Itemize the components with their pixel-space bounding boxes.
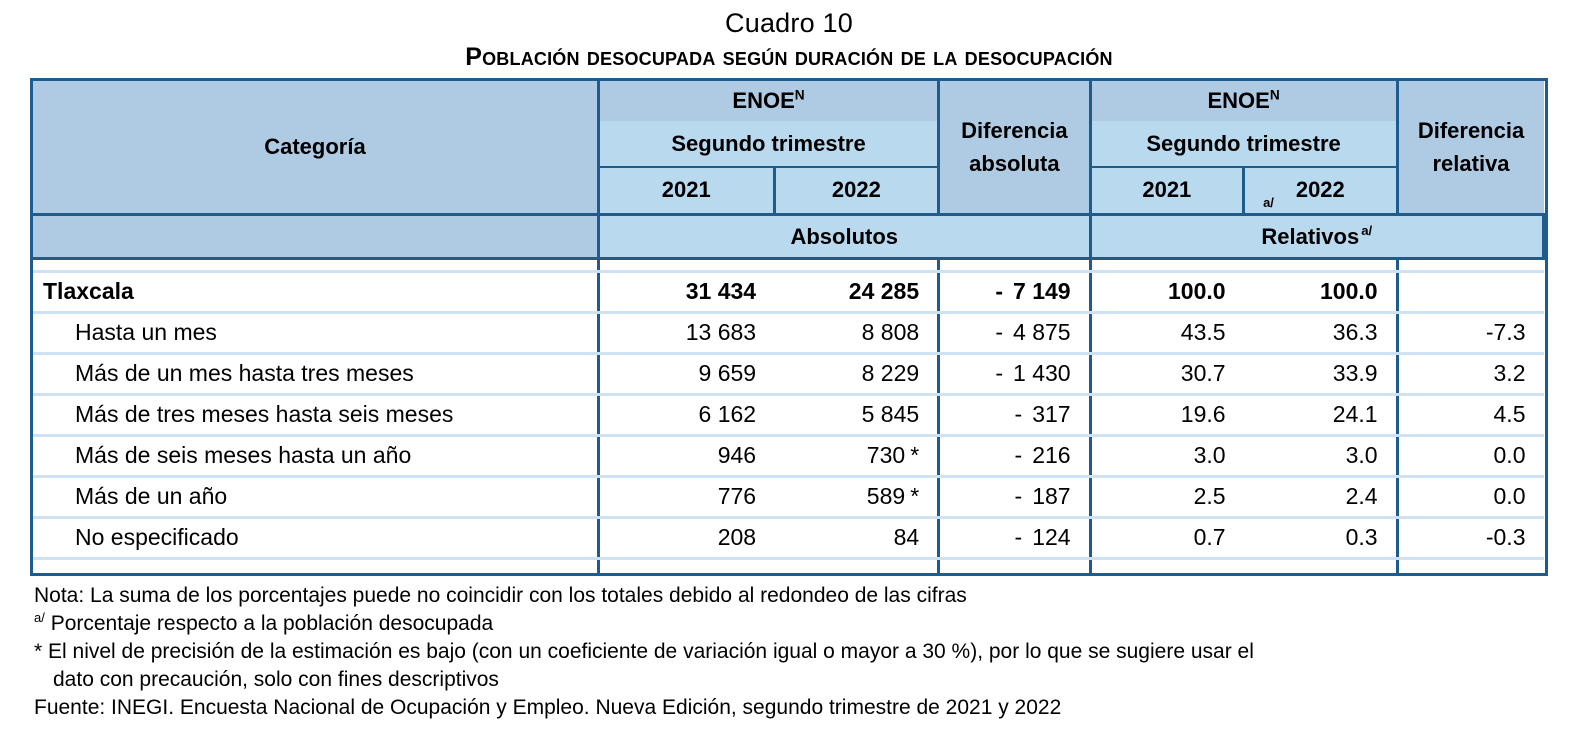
cell-rel-2022: 2.4 xyxy=(1244,476,1397,517)
spacer-cell xyxy=(1397,258,1543,271)
note-a-marker: a/ xyxy=(34,610,45,625)
table-notes xyxy=(34,582,1548,722)
spacer-cell xyxy=(939,558,1090,573)
cell-diferencia-absoluta xyxy=(939,353,1090,394)
header-unit-relativos xyxy=(1090,214,1543,258)
note-a xyxy=(34,610,1548,638)
header-diferencia-relativa-line1: Diferencia xyxy=(1417,117,1525,143)
table-spacer-row-bottom xyxy=(33,558,1544,573)
note-star-text-line1: El nivel de precisión de la estimación es bajo (con un coeficiente de variación igual o mayor a 30 %), por lo que se sugiere usar el xyxy=(48,640,1254,663)
negative-sign: - xyxy=(995,360,1004,386)
negative-sign: - xyxy=(1014,524,1023,550)
table-header xyxy=(33,81,1544,258)
row-category: Tlaxcala xyxy=(33,271,598,312)
cell-abs-2021: 6 162 xyxy=(598,394,774,435)
low-precision-marker: * xyxy=(910,442,920,468)
table-row xyxy=(33,353,1544,394)
cell-abs-2022-value: 589 xyxy=(866,483,906,509)
cell-abs-2021: 13 683 xyxy=(598,312,774,353)
spacer-cell xyxy=(1244,258,1397,271)
cell-abs-2022 xyxy=(774,476,939,517)
cell-rel-2021: 19.6 xyxy=(1090,394,1243,435)
data-table-container xyxy=(30,78,1548,576)
cell-rel-2021: 0.7 xyxy=(1090,517,1243,558)
header-enoe-relativos xyxy=(1090,81,1397,121)
data-table xyxy=(33,81,1545,573)
note-star-text-line2: dato con precaución, solo con fines descriptivos xyxy=(53,668,499,691)
cell-diferencia-relativa: 3.2 xyxy=(1397,353,1543,394)
table-row xyxy=(33,271,1544,312)
negative-sign: - xyxy=(995,319,1004,345)
table-spacer-row-top xyxy=(33,258,1544,271)
header-row-enoe xyxy=(33,81,1544,121)
negative-sign: - xyxy=(995,278,1004,304)
header-diferencia-absoluta-line1: Diferencia xyxy=(961,117,1068,143)
note-star xyxy=(34,638,1548,694)
cell-rel-2022: 36.3 xyxy=(1244,312,1397,353)
cell-diferencia-absoluta xyxy=(939,312,1090,353)
low-precision-marker: * xyxy=(910,483,920,509)
header-categoria-label: Categoría xyxy=(264,133,366,159)
row-category: No especificado xyxy=(33,517,598,558)
cell-diferencia-absoluta xyxy=(939,271,1090,312)
note-star-marker: * xyxy=(34,640,43,663)
cell-abs-2022: 84 xyxy=(774,517,939,558)
cell-rel-2021: 3.0 xyxy=(1090,435,1243,476)
header-unit-relativos-marker: a/ xyxy=(1361,223,1373,239)
cell-diferencia-absoluta-value: 1 430 xyxy=(1013,360,1071,386)
cell-diferencia-absoluta xyxy=(939,517,1090,558)
cell-abs-2022-value: 730 xyxy=(866,442,906,468)
cell-abs-2021: 208 xyxy=(598,517,774,558)
spacer-cell xyxy=(33,258,598,271)
table-row xyxy=(33,312,1544,353)
cell-abs-2021: 946 xyxy=(598,435,774,476)
cell-diferencia-absoluta-value: 4 875 xyxy=(1013,319,1071,345)
negative-sign: - xyxy=(1014,483,1023,509)
cell-diferencia-absoluta xyxy=(939,435,1090,476)
table-row xyxy=(33,435,1544,476)
cell-diferencia-absoluta-value: 124 xyxy=(1032,524,1071,550)
cell-rel-2022: 24.1 xyxy=(1244,394,1397,435)
row-category: Hasta un mes xyxy=(33,312,598,353)
cell-rel-2021: 2.5 xyxy=(1090,476,1243,517)
cell-diferencia-absoluta xyxy=(939,476,1090,517)
cell-rel-2022: 33.9 xyxy=(1244,353,1397,394)
cell-diferencia-absoluta-value: 216 xyxy=(1032,442,1071,468)
header-diferencia-relativa-line2: relativa xyxy=(1432,150,1510,176)
spacer-cell xyxy=(1397,558,1543,573)
spacer-cell xyxy=(939,258,1090,271)
header-enoe-absolutos xyxy=(598,81,938,121)
spacer-cell xyxy=(774,258,939,271)
cell-diferencia-relativa: -7.3 xyxy=(1397,312,1543,353)
header-unit-blank xyxy=(33,214,598,258)
negative-sign: - xyxy=(1014,401,1023,427)
header-trimestre-absolutos: Segundo trimestre xyxy=(598,121,938,167)
header-enoe-relativos-superscript: N xyxy=(1269,87,1280,103)
header-categoria xyxy=(33,81,598,214)
table-row xyxy=(33,476,1544,517)
cell-abs-2022: 24 285 xyxy=(774,271,939,312)
cell-diferencia-absoluta xyxy=(939,394,1090,435)
spacer-cell xyxy=(598,258,774,271)
spacer-cell xyxy=(1090,558,1243,573)
cell-rel-2021: 100.0 xyxy=(1090,271,1243,312)
cell-rel-2022: 0.3 xyxy=(1244,517,1397,558)
header-enoe-relativos-label: ENOE xyxy=(1207,88,1270,114)
header-diferencia-relativa xyxy=(1397,81,1543,214)
cell-rel-2022: 3.0 xyxy=(1244,435,1397,476)
cell-diferencia-absoluta-value: 187 xyxy=(1032,483,1071,509)
table-body xyxy=(33,258,1544,573)
header-trimestre-relativos: Segundo trimestre xyxy=(1090,121,1397,167)
spacer-cell xyxy=(1244,558,1397,573)
header-year-rel-2022-marker: a/ xyxy=(1263,195,1274,211)
cell-diferencia-absoluta-value: 7 149 xyxy=(1013,278,1071,304)
row-category: Más de seis meses hasta un año xyxy=(33,435,598,476)
header-enoe-absolutos-superscript: N xyxy=(794,87,805,103)
header-diferencia-absoluta-line2: absoluta xyxy=(969,150,1060,176)
cell-abs-2022: 8 229 xyxy=(774,353,939,394)
cell-rel-2022: 100.0 xyxy=(1244,271,1397,312)
title-block xyxy=(0,0,1578,73)
table-row xyxy=(33,394,1544,435)
table-row xyxy=(33,517,1544,558)
cuadro-number: Cuadro 10 xyxy=(725,8,853,38)
cell-abs-2022 xyxy=(774,435,939,476)
cell-abs-2021: 776 xyxy=(598,476,774,517)
cell-abs-2022: 8 808 xyxy=(774,312,939,353)
cell-rel-2021: 43.5 xyxy=(1090,312,1243,353)
note-fuente: Fuente: INEGI. Encuesta Nacional de Ocupación y Empleo. Nueva Edición, segundo trimestre de 2021 y 2022 xyxy=(34,696,1062,719)
spacer-cell xyxy=(1090,258,1243,271)
cell-diferencia-relativa xyxy=(1397,271,1543,312)
note-a-text: Porcentaje respecto a la población desocupada xyxy=(50,612,494,635)
cell-abs-2022: 5 845 xyxy=(774,394,939,435)
cell-diferencia-relativa: 4.5 xyxy=(1397,394,1543,435)
header-diferencia-absoluta xyxy=(939,81,1090,214)
header-year-rel-2022 xyxy=(1244,167,1397,214)
cell-abs-2021: 9 659 xyxy=(598,353,774,394)
cell-abs-2021: 31 434 xyxy=(598,271,774,312)
cell-rel-2021: 30.7 xyxy=(1090,353,1243,394)
cell-diferencia-absoluta-value: 317 xyxy=(1032,401,1071,427)
row-category: Más de un año xyxy=(33,476,598,517)
header-unit-absolutos: Absolutos xyxy=(598,214,1090,258)
note-nota: Nota: La suma de los porcentajes puede no coincidir con los totales debido al redondeo de las cifras xyxy=(34,584,967,607)
cell-diferencia-relativa: 0.0 xyxy=(1397,476,1543,517)
negative-sign: - xyxy=(1014,442,1023,468)
spacer-cell xyxy=(33,558,598,573)
spacer-cell xyxy=(598,558,774,573)
header-enoe-absolutos-label: ENOE xyxy=(732,88,795,114)
spacer-cell xyxy=(774,558,939,573)
row-category: Más de un mes hasta tres meses xyxy=(33,353,598,394)
cell-diferencia-relativa: -0.3 xyxy=(1397,517,1543,558)
header-row-units xyxy=(33,214,1544,258)
header-year-rel-2022-label: 2022 xyxy=(1295,177,1345,203)
cell-diferencia-relativa: 0.0 xyxy=(1397,435,1543,476)
header-unit-relativos-label: Relativos xyxy=(1261,223,1360,249)
header-year-abs-2021: 2021 xyxy=(598,167,774,214)
row-category: Más de tres meses hasta seis meses xyxy=(33,394,598,435)
header-year-rel-2021: 2021 xyxy=(1090,167,1243,214)
header-year-abs-2022: 2022 xyxy=(774,167,939,214)
page-title: Población desocupada según duración de la desocupación xyxy=(465,43,1113,71)
